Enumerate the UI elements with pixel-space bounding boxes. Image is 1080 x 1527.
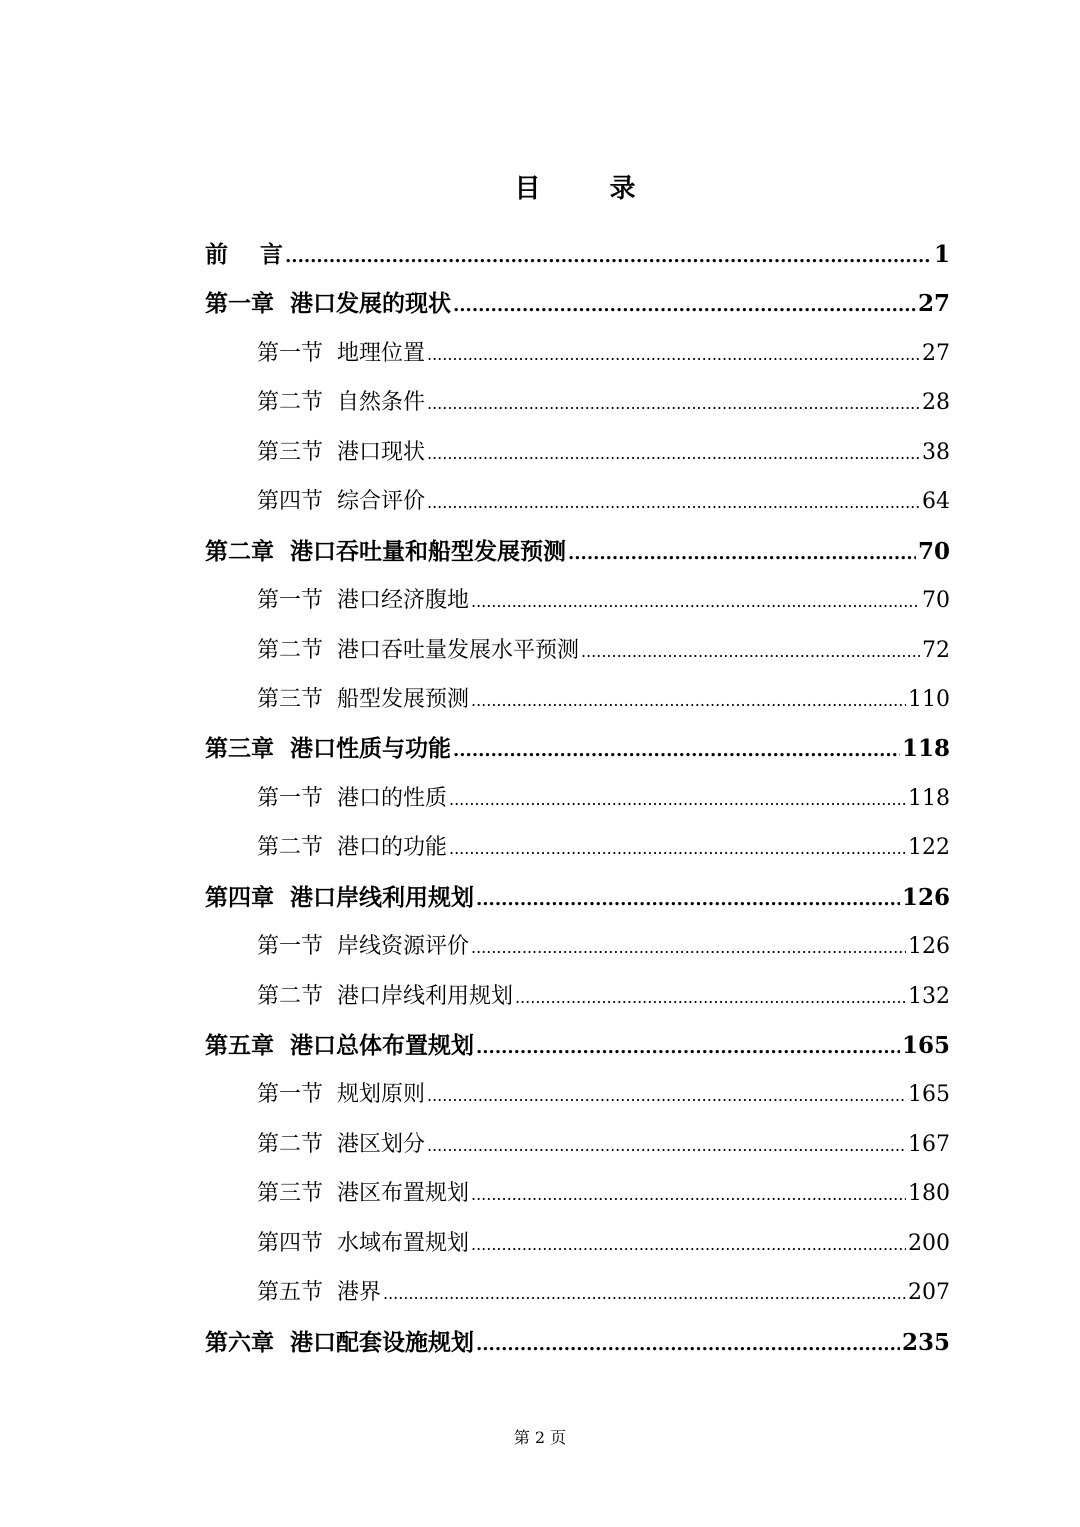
toc-entry-page: 27 <box>917 290 950 318</box>
toc-entry-label: 第二节 港口的功能 <box>257 835 447 861</box>
toc-entry-page: 126 <box>908 934 950 960</box>
toc-entry[interactable] <box>0 378 1080 427</box>
toc-leader-dots <box>471 576 920 626</box>
toc-leader-dots <box>427 1120 906 1170</box>
toc-leader-dots <box>471 675 906 725</box>
toc-entry[interactable] <box>0 675 1080 724</box>
toc-leader-dots <box>515 972 906 1022</box>
toc-entry-label: 第六章 港口配套设施规划 <box>205 1328 475 1356</box>
toc-entry-page: 122 <box>908 835 950 861</box>
toc-leader-dots <box>427 428 920 478</box>
toc-entry[interactable] <box>0 823 1080 872</box>
toc-entry-page: 28 <box>922 390 950 416</box>
toc-leader-dots <box>449 774 906 824</box>
toc-entry[interactable] <box>0 1268 1080 1317</box>
toc-entry[interactable] <box>0 1021 1080 1070</box>
toc-entry[interactable] <box>0 1169 1080 1218</box>
toc-entry-page: 126 <box>901 883 950 911</box>
toc-entry[interactable] <box>0 972 1080 1021</box>
toc-leader-dots <box>383 1268 906 1318</box>
toc-entry[interactable] <box>0 576 1080 625</box>
toc-leader-dots <box>581 626 920 676</box>
toc-leader-dots <box>471 1169 906 1219</box>
toc-entry-label: 第一节 港口的性质 <box>257 785 447 811</box>
toc-entry-label: 第一节 港口经济腹地 <box>257 588 469 614</box>
toc-entry-label: 第三节 港区布置规划 <box>257 1181 469 1207</box>
toc-entry[interactable] <box>0 477 1080 526</box>
toc-leader-dots <box>427 1070 906 1120</box>
table-of-contents <box>0 230 1080 1367</box>
toc-leader-dots <box>471 1219 906 1269</box>
toc-entry-page: 165 <box>908 1082 950 1108</box>
toc-leader-dots <box>449 823 906 873</box>
toc-entry-page: 180 <box>908 1181 950 1207</box>
toc-entry-page: 70 <box>922 588 950 614</box>
toc-entry-label: 第四章 港口岸线利用规划 <box>205 883 475 911</box>
toc-entry[interactable] <box>0 626 1080 675</box>
toc-leader-dots <box>476 1318 900 1369</box>
toc-entry-page: 165 <box>901 1032 950 1059</box>
toc-entry-label: 第五章 港口总体布置规划 <box>205 1032 475 1059</box>
toc-entry-page: 118 <box>908 785 950 811</box>
toc-leader-dots <box>568 527 916 578</box>
toc-entry[interactable] <box>0 1070 1080 1119</box>
toc-entry-label: 第四节 水域布置规划 <box>257 1230 469 1256</box>
toc-entry-page: 118 <box>901 735 950 763</box>
toc-entry-page: 207 <box>908 1280 950 1306</box>
page-title: 目 录 <box>514 174 666 204</box>
toc-entry-label: 第三节 港口现状 <box>257 439 425 465</box>
toc-entry[interactable] <box>0 1120 1080 1169</box>
toc-entry-label: 第一节 地理位置 <box>257 340 425 366</box>
toc-entry[interactable] <box>0 922 1080 971</box>
toc-entry[interactable] <box>0 1318 1080 1367</box>
toc-leader-dots <box>453 279 916 330</box>
toc-entry[interactable] <box>0 230 1080 279</box>
toc-entry[interactable] <box>0 1219 1080 1268</box>
toc-leader-dots <box>476 1021 900 1072</box>
toc-entry-label: 第一节 规划原则 <box>257 1082 425 1108</box>
toc-leader-dots <box>471 922 906 972</box>
toc-entry-page: 64 <box>922 489 950 515</box>
toc-entry-page: 200 <box>908 1230 950 1256</box>
toc-entry-label: 第三章 港口性质与功能 <box>205 735 452 763</box>
toc-entry-page: 132 <box>908 983 950 1009</box>
toc-leader-dots <box>427 329 920 379</box>
toc-entry-label: 第二节 港区划分 <box>257 1131 425 1157</box>
toc-entry[interactable] <box>0 774 1080 823</box>
toc-entry-label: 第一章 港口发展的现状 <box>205 290 452 318</box>
toc-entry-label: 第二节 港口岸线利用规划 <box>257 983 513 1009</box>
toc-leader-dots <box>476 873 900 924</box>
toc-entry-label: 前 言 <box>205 241 284 268</box>
toc-entry-label: 第二节 港口吞吐量发展水平预测 <box>257 637 579 663</box>
toc-entry[interactable] <box>0 428 1080 477</box>
page-number-footer: 第 2 页 <box>513 1428 567 1447</box>
toc-entry-page: 70 <box>917 537 950 565</box>
toc-entry[interactable] <box>0 527 1080 576</box>
toc-entry-label: 第一节 岸线资源评价 <box>257 934 469 960</box>
toc-entry-page: 38 <box>922 439 950 465</box>
toc-entry-label: 第三节 船型发展预测 <box>257 686 469 712</box>
toc-entry-page: 72 <box>922 637 950 663</box>
toc-entry-page: 167 <box>908 1131 950 1157</box>
toc-entry-page: 1 <box>933 241 950 268</box>
toc-entry-page: 235 <box>901 1328 950 1356</box>
toc-entry-label: 第五节 港界 <box>257 1280 381 1306</box>
toc-entry-page: 27 <box>922 340 950 366</box>
toc-entry-label: 第二节 自然条件 <box>257 390 425 416</box>
toc-leader-dots <box>453 724 900 775</box>
toc-entry[interactable] <box>0 329 1080 378</box>
toc-leader-dots <box>285 230 932 281</box>
toc-leader-dots <box>427 477 920 527</box>
toc-entry-page: 110 <box>908 686 950 712</box>
toc-entry-label: 第二章 港口吞吐量和船型发展预测 <box>205 537 567 565</box>
toc-entry-label: 第四节 综合评价 <box>257 489 425 515</box>
toc-leader-dots <box>427 378 920 428</box>
toc-entry[interactable] <box>0 279 1080 328</box>
toc-entry[interactable] <box>0 873 1080 922</box>
toc-entry[interactable] <box>0 724 1080 773</box>
